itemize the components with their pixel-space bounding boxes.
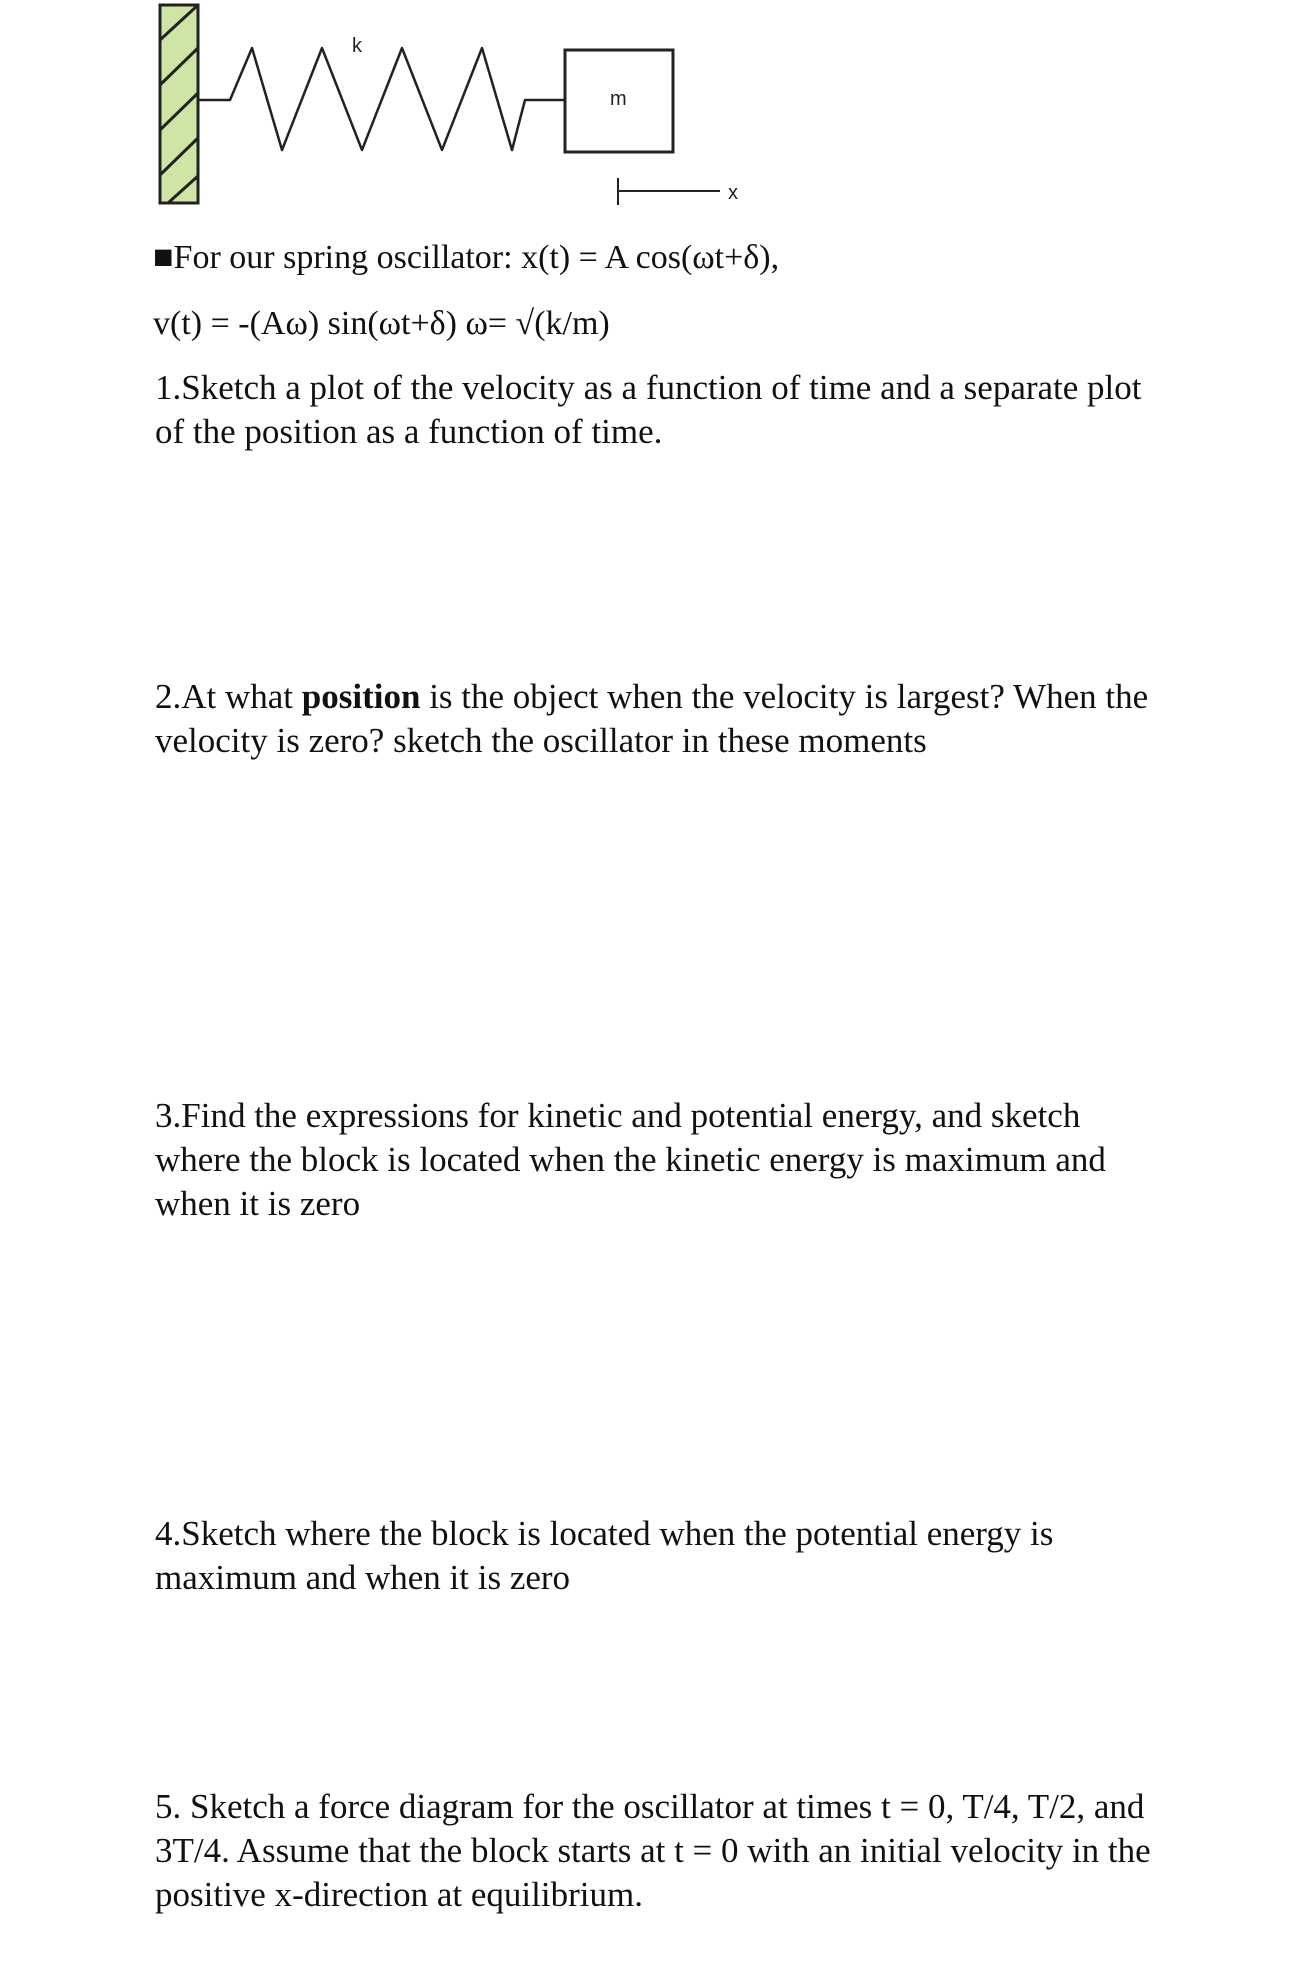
question-3: 3.Find the expressions for kinetic and potential energy, and sketch where the block is located when the kinetic energy is maximum and when it is zero: [155, 1096, 1106, 1223]
intro-equation-velocity: v(t) = -(Aω) sin(ωt+δ) ω= √(k/m): [153, 305, 610, 342]
x-axis-label: x: [728, 182, 738, 204]
intro-equation-position: For our spring oscillator: x(t) = A cos(ωt+δ),: [173, 239, 780, 276]
intro-line-1: [153, 236, 779, 280]
question-2: [155, 675, 1155, 763]
spring-label: k: [352, 35, 362, 57]
bullet: ■: [153, 239, 174, 276]
question-2-text-a: 2.At what: [155, 677, 302, 716]
wall: [160, 5, 198, 203]
mass-label: m: [610, 88, 627, 110]
question-2-text-b: is the object when the velocity is largest? When the velocity is zero? sketch the oscillator in these moments: [155, 677, 1149, 760]
question-1: 1.Sketch a plot of the velocity as a function of time and a separate plot of the position as a function of time.: [155, 368, 1142, 451]
question-2-bold: position: [301, 677, 421, 716]
spring-mass-diagram: [150, 0, 750, 215]
question-5: 5. Sketch a force diagram for the oscillator at times t = 0, T/4, T/2, and 3T/4. Assume that the block starts at t = 0 with an initial velocity in the positive x-direction at equilibrium.: [155, 1787, 1151, 1914]
question-4: 4.Sketch where the block is located when the potential energy is maximum and when it is zero: [155, 1514, 1054, 1597]
x-axis: [618, 178, 720, 205]
spring: [198, 48, 565, 150]
